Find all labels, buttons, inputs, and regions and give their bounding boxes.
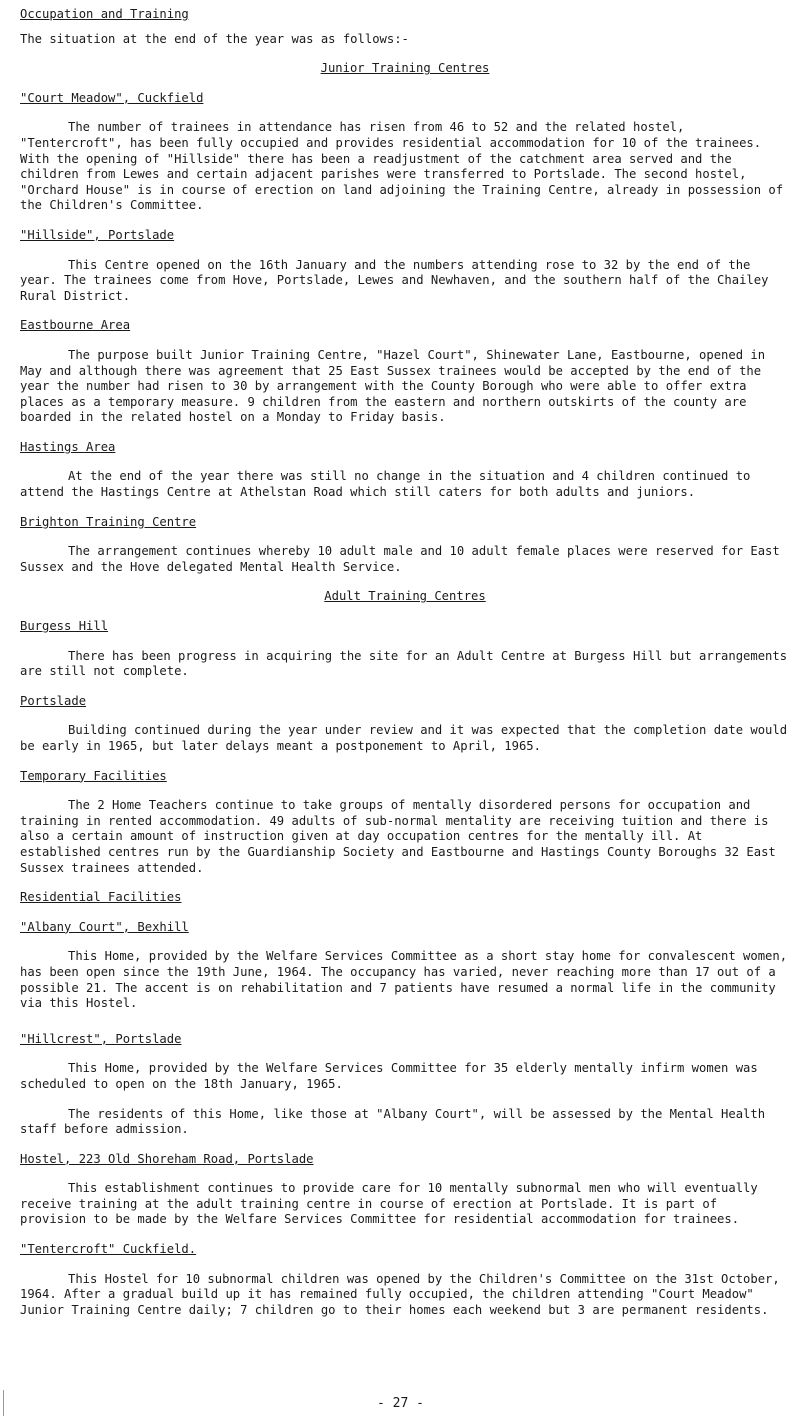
- hillside-heading: "Hillside", Portslade: [20, 227, 175, 242]
- burgess-heading: Burgess Hill: [20, 619, 109, 634]
- hillside-text: This Centre opened on the 16th January and the numbers attending rose to 32 by the end of the year. The trainees come from Hove, Portslade, Lewes and Newhaven, and the southern half of the Chailey Rural District.: [20, 257, 769, 303]
- temporary-heading: Temporary Facilities: [20, 768, 167, 783]
- eastbourne-heading: Eastbourne Area: [20, 318, 131, 333]
- hastings-text: At the end of the year there was still no change in the situation and 4 children continued to attend the Hastings Centre at Athelstan Road which still caters for both adults and juniors.: [20, 469, 751, 500]
- tentercroft-text: This Hostel for 10 subnormal children was opened by the Children's Committee on the 31st October, 1964. After a gradual build up it has remained fully occupied, the children attending "Court Meadow" Junior Training Centre daily; 7 children go to their homes each weekend but 3 are permanent residents.: [20, 1271, 780, 1317]
- eastbourne-text: The purpose built Junior Training Centre, "Hazel Court", Shinewater Lane, Eastbourne, opened in May and although there was agreement that 25 East Sussex trainees would be accepted by the end of the year the number had risen to 30 by arrangement with the County Borough who were able to offer extra places as a temporary measure. 9 children from the eastern and northern outskirts of the county are boarded in the related hostel on a Monday to Friday basis.: [20, 347, 766, 425]
- adult-heading: Adult Training Centres: [324, 589, 486, 604]
- brighton-heading: Brighton Training Centre: [20, 514, 197, 529]
- page-title: Occupation and Training: [20, 7, 189, 21]
- hillcrest-text-1: This Home, provided by the Welfare Services Committee for 35 elderly mentally infirm women was scheduled to open on the 18th January, 1965.: [20, 1061, 758, 1091]
- hillcrest-text-2: The residents of this Home, like those at "Albany Court", will be assessed by the Mental Health staff before admission.: [20, 1106, 766, 1137]
- residential-heading: Residential Facilities: [20, 890, 182, 905]
- junior-heading: Junior Training Centres: [320, 61, 490, 76]
- portslade-heading: Portslade: [20, 693, 87, 708]
- albany-heading: "Albany Court", Bexhill: [20, 919, 189, 934]
- tentercroft-heading: "Tentercroft" Cuckfield.: [20, 1242, 197, 1257]
- court-meadow-text: The number of trainees in attendance has risen from 46 to 52 and the related hostel, "Tentercroft", has been fully occupied and provides residential accommodation for 10 of the trainees. With the opening of "Hillside" there has been a readjustment of the catchment area served and the children from Lewes and certain adjacent parishes were transferred to Portslade. The second hostel, "Orchard House" is in course of erection on land adjoining the Training Centre, already in possession of the Children's Committee.: [20, 120, 784, 213]
- brighton-text: The arrangement continues whereby 10 adult male and 10 adult female places were reserved for East Sussex and the Hove delegated Mental Health Service.: [20, 544, 780, 574]
- temporary-text: The 2 Home Teachers continue to take groups of mentally disordered persons for occupation and training in rented accommodation. 49 adults of sub-normal mentality are receiving tuition and there is also a certain amount of instruction given at day occupation centres for the mentally ill. At established centres run by the Guardianship Society and Eastbourne and Hastings County Boroughs 32 East Sussex trainees attended.: [20, 798, 776, 875]
- page-number: - 27 -: [377, 1396, 424, 1411]
- burgess-text: There has been progress in acquiring the site for an Adult Centre at Burgess Hill but arrangements are still not complete.: [20, 648, 788, 679]
- hostel-heading: Hostel, 223 Old Shoreham Road, Portslade: [20, 1151, 314, 1166]
- hillcrest-heading: "Hillcrest", Portslade: [20, 1031, 182, 1046]
- intro-text: The situation at the end of the year was as follows:-: [20, 31, 409, 46]
- hastings-heading: Hastings Area: [20, 439, 116, 454]
- portslade-text: Building continued during the year under review and it was expected that the completion date would be early in 1965, but later delays meant a postponement to April, 1965.: [20, 723, 788, 753]
- document-page: [20, 7, 790, 1318]
- court-meadow-heading: "Court Meadow", Cuckfield: [20, 90, 204, 105]
- hostel-text: This establishment continues to provide care for 10 mentally subnormal men who will eventually receive training at the adult training centre in course of erection at Portslade. It is part of provision to be made by the Welfare Services Committee for residential accommodation for trainees.: [20, 1181, 758, 1227]
- albany-text: This Home, provided by the Welfare Services Committee as a short stay home for convalescent women, has been open since the 19th June, 1964. The occupancy has varied, never reaching more than 17 out of a possible 21. The accent is on rehabilitation and 7 patients have resumed a normal life in the community via this Hostel.: [20, 949, 788, 1011]
